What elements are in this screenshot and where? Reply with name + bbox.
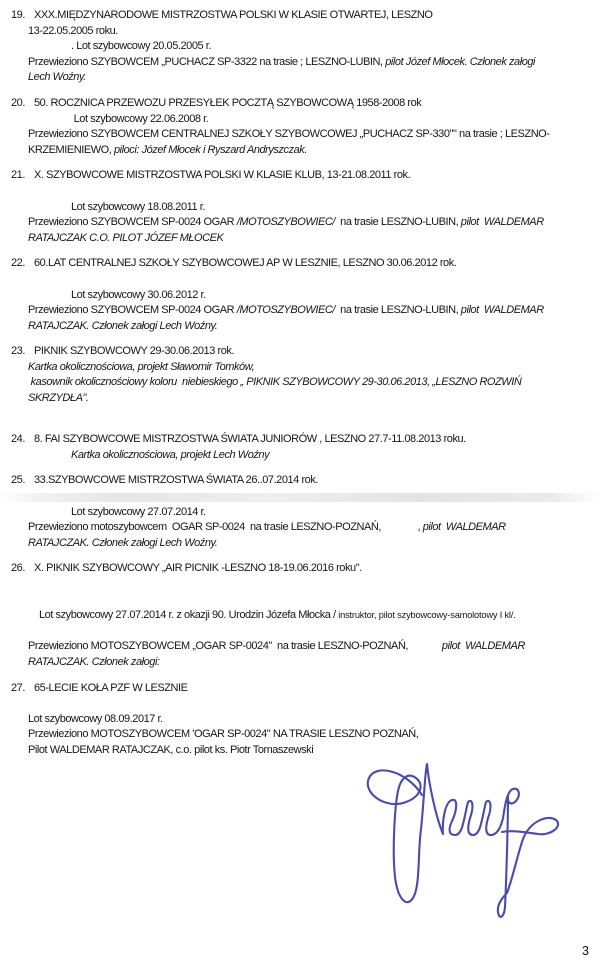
text-line: [11, 127, 592, 143]
item-title-row: [11, 561, 592, 577]
text-line: [11, 143, 592, 159]
text-line: [11, 55, 592, 71]
handwritten-signature: [352, 757, 568, 927]
text-line: [11, 520, 592, 536]
list-item: [11, 256, 592, 334]
item-title: XXX.MIĘDZYNARODOWE MISTRZOSTWA POLSKI W KLASIE OTWARTEJ, LESZNO: [34, 9, 433, 21]
scan-smudge: [0, 489, 600, 505]
text-segment: pilot Józef Młocek. Członek załogi: [385, 55, 536, 68]
blank-line: [11, 577, 592, 593]
text-segment: Kartka okolicznościowa, projekt Sławomir Tomków,: [28, 360, 255, 373]
text-line: [11, 39, 592, 55]
text-segment: RATAJCZAK. Członek załogi Lech Woźny.: [28, 536, 218, 549]
text-segment: Przewieziono MOTOSZYBOWCEM 'OGAR SP-0024" NA TRASIE LESZNO POZNAŃ,: [28, 728, 419, 741]
text-segment: /MOTOSZYBOWIEC/: [236, 304, 335, 317]
text-segment: Przewieziono SZYBOWCEM SP-0024 OGAR: [28, 216, 237, 229]
text-line: [11, 288, 592, 304]
text-segment: RATAJCZAK C.O. PILOT JÓZEF MŁOCEK: [28, 231, 224, 244]
text-line: [11, 200, 592, 216]
text-segment: . Lot szybowcowy 20.05.2005 r.: [71, 40, 211, 53]
text-segment: pilot WALDEMAR: [441, 640, 525, 653]
item-title: 33.SZYBOWCOWE MISTRZOSTWA ŚWIATA 26..07.2014 rok.: [34, 474, 318, 487]
text-line: [11, 712, 592, 728]
text-segment: /MOTOSZYBOWIEC/: [236, 216, 335, 229]
text-line: [11, 231, 592, 247]
blank-line: [11, 184, 592, 200]
text-line: [11, 215, 592, 231]
list-item: [11, 344, 592, 422]
item-number: 26.: [11, 562, 25, 575]
text-line: [11, 655, 592, 671]
text-segment: piloci: Józef Młocek i Ryszard Andryszczak.: [113, 143, 307, 156]
list-item: [11, 8, 592, 86]
text-segment: Lot szybowcowy 27.07.2014 r.: [71, 505, 206, 518]
item-number: 22.: [11, 257, 25, 270]
item-title-row: [11, 473, 592, 489]
text-segment: Przewieziono SZYBOWCEM SP-0024 OGAR: [28, 304, 237, 317]
item-title: 60.LAT CENTRALNEJ SZKOŁY SZYBOWCOWEJ AP W LESZNIE, LESZNO 30.06.2012 rok.: [34, 257, 457, 270]
text-segment: Lot szybowcowy 30.06.2012 r.: [71, 288, 206, 301]
text-segment: RATAJCZAK. Członek załogi Lech Woźny.: [28, 319, 218, 332]
signature-stroke: [368, 764, 558, 917]
text-line: [11, 391, 592, 407]
list-item: [11, 473, 592, 551]
item-number: 20.: [11, 96, 25, 109]
blank-line: [11, 593, 592, 609]
item-title: X. SZYBOWCOWE MISTRZOSTWA POLSKI W KLASIE KLUB, 13-21.08.2011 rok.: [34, 169, 411, 182]
text-segment: Lot szybowcowy 18.08.2011 r.: [71, 200, 205, 213]
text-segment: pilot WALDEMAR: [460, 304, 544, 317]
text-line: [11, 70, 592, 86]
text-segment: Pilot WALDEMAR RATAJCZAK, c.o. pilot ks. Piotr Tomaszewski: [28, 743, 314, 756]
text-line: [11, 448, 592, 464]
text-segment: pilot WALDEMAR: [460, 216, 544, 229]
item-title: PIKNIK SZYBOWCOWY 29-30.06.2013 rok.: [34, 345, 235, 358]
text-line: [11, 608, 592, 624]
list-item: [11, 96, 592, 158]
item-title: X. PIKNIK SZYBOWCOWY „AIR PICNIK -LESZNO 18-19.06.2016 roku".: [34, 562, 362, 575]
page-number: 3: [582, 944, 589, 958]
blank-line: [11, 272, 592, 288]
text-line: [11, 303, 592, 319]
blank-line: [11, 407, 592, 423]
text-line: [11, 536, 592, 552]
text-segment: Przewieziono MOTOSZYBOWCEM „OGAR SP-0024" na trasie LESZNO-POZNAŃ,: [28, 640, 442, 653]
text-segment: na trasie LESZNO-LUBIN,: [334, 304, 461, 317]
item-title: 65-LECIE KOŁA PZF W LESZNIE: [34, 681, 188, 694]
item-title-row: [11, 168, 592, 184]
item-number: 27.: [11, 681, 25, 694]
text-line: [11, 505, 592, 521]
text-segment: Lot szybowcowy 22.06.2008 r.: [71, 112, 209, 125]
text-segment: 13-22.05.2005 roku.: [28, 24, 118, 37]
item-number: 24.: [11, 433, 25, 446]
text-line: [11, 639, 592, 655]
item-title-row: [11, 681, 592, 697]
text-line: [11, 375, 592, 391]
list-item: [11, 168, 592, 246]
text-segment: instruktor, pilot szybowcowy-samolotowy I kl/.: [338, 610, 516, 621]
item-title-row: [11, 8, 592, 24]
text-segment: pilot WALDEMAR: [422, 521, 506, 534]
list-item: [11, 681, 592, 759]
text-line: [11, 319, 592, 335]
item-number: 25.: [11, 474, 25, 487]
list-item: [11, 561, 592, 670]
item-number: 21.: [11, 169, 25, 182]
item-title: 50. ROCZNICA PRZEWOZU PRZESYŁEK POCZTĄ SZYBOWCOWĄ 1958-2008 rok: [34, 96, 422, 109]
text-segment: na trasie LESZNO-LUBIN,: [334, 216, 461, 229]
item-title-row: [11, 96, 592, 112]
text-segment: Kartka okolicznościowa, projekt Lech Woźny: [71, 448, 270, 461]
text-segment: Lot szybowcowy 08.09.2017 r.: [28, 712, 163, 725]
item-title-row: [11, 344, 592, 360]
text-line: [11, 24, 592, 40]
blank-line: [11, 624, 592, 640]
text-segment: Przewieziono SZYBOWCEM CENTRALNEJ SZKOŁY SZYBOWCOWEJ „PUCHACZ SP-330"" na trasie ; LESZNO-: [28, 128, 550, 141]
text-line: [11, 112, 592, 128]
item-title: 8. FAI SZYBOWCOWE MISTRZOSTWA ŚWIATA JUNIORÓW , LESZNO 27.7-11.08.2013 roku.: [34, 433, 466, 446]
text-segment: Lech Woźny.: [28, 71, 86, 84]
item-number: 19.: [11, 9, 25, 21]
text-segment: KRZEMIENIEWO,: [28, 143, 114, 156]
blank-line: [11, 696, 592, 712]
text-segment: kasownik okolicznościowy koloru niebieskiego „ PIKNIK SZYBOWCOWY 29-30.06.2013, „LESZNO ROZWIŃ: [28, 376, 522, 389]
item-number: 23.: [11, 345, 25, 358]
text-segment: Przewieziono SZYBOWCEM „PUCHACZ SP-3322 na trasie ; LESZNO-LUBIN,: [28, 55, 386, 68]
item-title-row: [11, 256, 592, 272]
item-title-row: [11, 432, 592, 448]
text-segment: Przewieziono motoszybowcem OGAR SP-0024 na trasie LESZNO-POZNAŃ, ,: [28, 521, 423, 534]
text-line: [11, 727, 592, 743]
text-segment: SKRZYDŁA".: [28, 392, 89, 405]
list-item: [11, 432, 592, 463]
text-segment: Lot szybowcowy 27.07.2014 r. z okazji 90. Urodzin Józefa Młocka /: [39, 609, 339, 622]
text-line: [11, 360, 592, 376]
text-segment: RATAJCZAK. Członek załogi:: [28, 655, 160, 668]
